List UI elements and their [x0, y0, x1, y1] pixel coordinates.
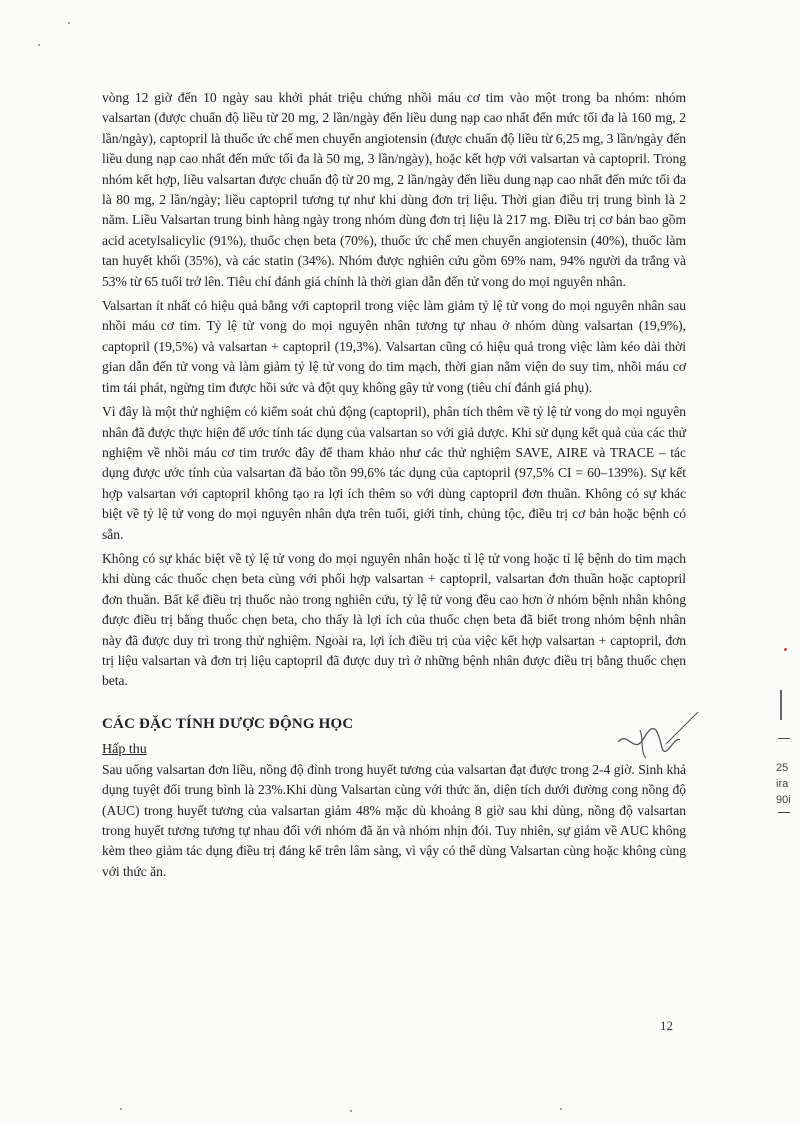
- subsection-heading: Hấp thu: [102, 741, 147, 757]
- paragraph-beta-blockers: Không có sự khác biệt về tỷ lệ tử vong do mọi nguyên nhân hoặc tỉ lệ tử vong hoặc tỉ lệ bệnh do tim mạch khi dùng các thuốc chẹn beta cùng với phối hợp valsartan + captopril, valsartan đơn thuần hoặc captopril đơn thuần. Bất kể điều trị thuốc nào trong nghiên cứu, tỷ lệ tử vong đều cao hơn ở nhóm bệnh nhân không được điều trị bằng thuốc chẹn beta, cho thấy là lợi ích của thuốc chẹn beta đã biết trong nhóm bệnh nhân này đã được duy trì trong thử nghiệm. Ngoài ra, lợi ích điều trị của việc kết hợp valsartan + captopril, đơn trị liệu valsartan và đơn trị liệu captopril đã được duy trì ở những bệnh nhân được điều trị bằng thuốc chẹn beta.: [102, 550, 686, 689]
- scan-speck: [120, 1108, 122, 1110]
- scan-speck: [784, 648, 787, 651]
- scan-speck: [38, 44, 40, 46]
- paragraph-placebo-analysis: Vì đây là một thử nghiệm có kiểm soát chủ động (captopril), phân tích thêm về tỷ lệ tử vong do mọi nguyên nhân đã được thực hiện để ước tính tác dụng của valsartan so với giả dược. Khi sử dụng kết quả của các thử nghiệm về nhồi máu cơ tim trước đây để tham khảo như các thử nghiệm SAVE, AIRE và TRACE – tác dụng được ước tính của valsartan đã bảo tồn 99,6% tác dụng của captopril (97,5% CI = 60–139%). Sự kết hợp valsartan với captopril không tạo ra lợi ích thêm so với dùng captopril đơn thuần. Không có sự khác biệt về tỷ lệ tử vong do mọi nguyên nhân dựa trên tuổi, giới tính, chủng tộc, điều trị cơ bản hoặc bệnh có sẵn.: [102, 404, 686, 542]
- paragraph-mortality-results: Valsartan ít nhất có hiệu quả bằng với captopril trong việc làm giảm tỷ lệ tử vong do mọi nguyên nhân sau nhồi máu cơ tim. Tỷ lệ tử vong do mọi nguyên nhân tương tự nhau ở nhóm dùng valsartan (19,9%), captopril (19,5%) và valsartan + captopril (19,3%). Valsartan cũng có hiệu quả trong việc làm kéo dài thời gian dẫn đến tử vong và làm giảm tỷ lệ tử vong do tim mạch, thời gian nằm viện do suy tim, nhồi máu cơ tim tái phát, ngừng tim được hồi sức và đột quỵ không gây tử vong (tiêu chí đánh giá phụ).: [102, 298, 686, 395]
- margin-rule: [778, 812, 790, 813]
- paragraph-study-design: vòng 12 giờ đến 10 ngày sau khởi phát triệu chứng nhồi máu cơ tim vào một trong ba nhóm: nhóm valsartan (được chuẩn độ liều từ 20 mg, 2 lần/ngày đến liều dung nạp cao nhất đến mức tối đa là 160 mg, 2 lần/ngày), captopril là thuốc ức chế men chuyển angiotensin (được chuẩn độ liều từ 6,25 mg, 3 lần/ngày đến liều dung nạp cao nhất đến mức tối đa là 50 mg, 3 lần/ngày), hoặc kết hợp với valsartan và captopril. Trong nhóm kết hợp, liều valsartan được chuẩn độ từ 20 mg, 2 lần/ngày đến liều dung nạp cao nhất đến mức tối đa là 80 mg, 2 lần/ngày; liều captopril tương tự như khi dùng đơn trị liệu. Thời gian điều trị trung bình là 2 năm. Liều Valsartan trung bình hàng ngày trong nhóm dùng đơn trị liệu là 217 mg. Điều trị cơ bản bao gồm acid acetylsalicylic (91%), thuốc chẹn beta (70%), thuốc ức chế men chuyển angiotensin (40%), thuốc làm tan huyết khối (35%), và các statin (34%). Nhóm được nghiên cứu gồm 69% nam, 94% người da trắng và 53% từ 65 tuổi trở lên. Tiêu chí đánh giá chính là thời gian dẫn đến tử vong do mọi nguyên nhân.: [102, 90, 686, 289]
- scan-speck: [350, 1110, 352, 1112]
- margin-rule: [780, 690, 782, 720]
- scan-speck: [68, 22, 70, 24]
- paragraph-absorption: Sau uống valsartan đơn liều, nồng độ đỉnh trong huyết tương của valsartan đạt được trong 2-4 giờ. Sinh khả dụng tuyệt đối trung bình là 23%.Khi dùng Valsartan cùng với thức ăn, diện tích dưới đường cong nồng độ (AUC) trong huyết tương của valsartan giảm 48% mặc dù khoảng 8 giờ sau khi dùng, nồng độ valsartan trong huyết tương tương tự nhau đối với nhóm đã ăn và nhóm nhịn đói. Tuy nhiên, sự giảm về AUC không kèm theo giảm tác dụng điều trị đáng kể trên lâm sàng, vì vậy có thể dùng Valsartan cùng hoặc không cùng với thức ăn.: [102, 761, 686, 879]
- margin-rule: [778, 738, 790, 739]
- scan-speck: [560, 1108, 562, 1110]
- page-number: 12: [660, 1018, 673, 1033]
- margin-note: 25: [776, 762, 789, 774]
- page-body: [102, 88, 686, 886]
- section-heading: CÁC ĐẶC TÍNH DƯỢC ĐỘNG HỌC: [102, 715, 354, 732]
- margin-note: 90i: [776, 794, 791, 806]
- margin-note: ira: [776, 778, 789, 790]
